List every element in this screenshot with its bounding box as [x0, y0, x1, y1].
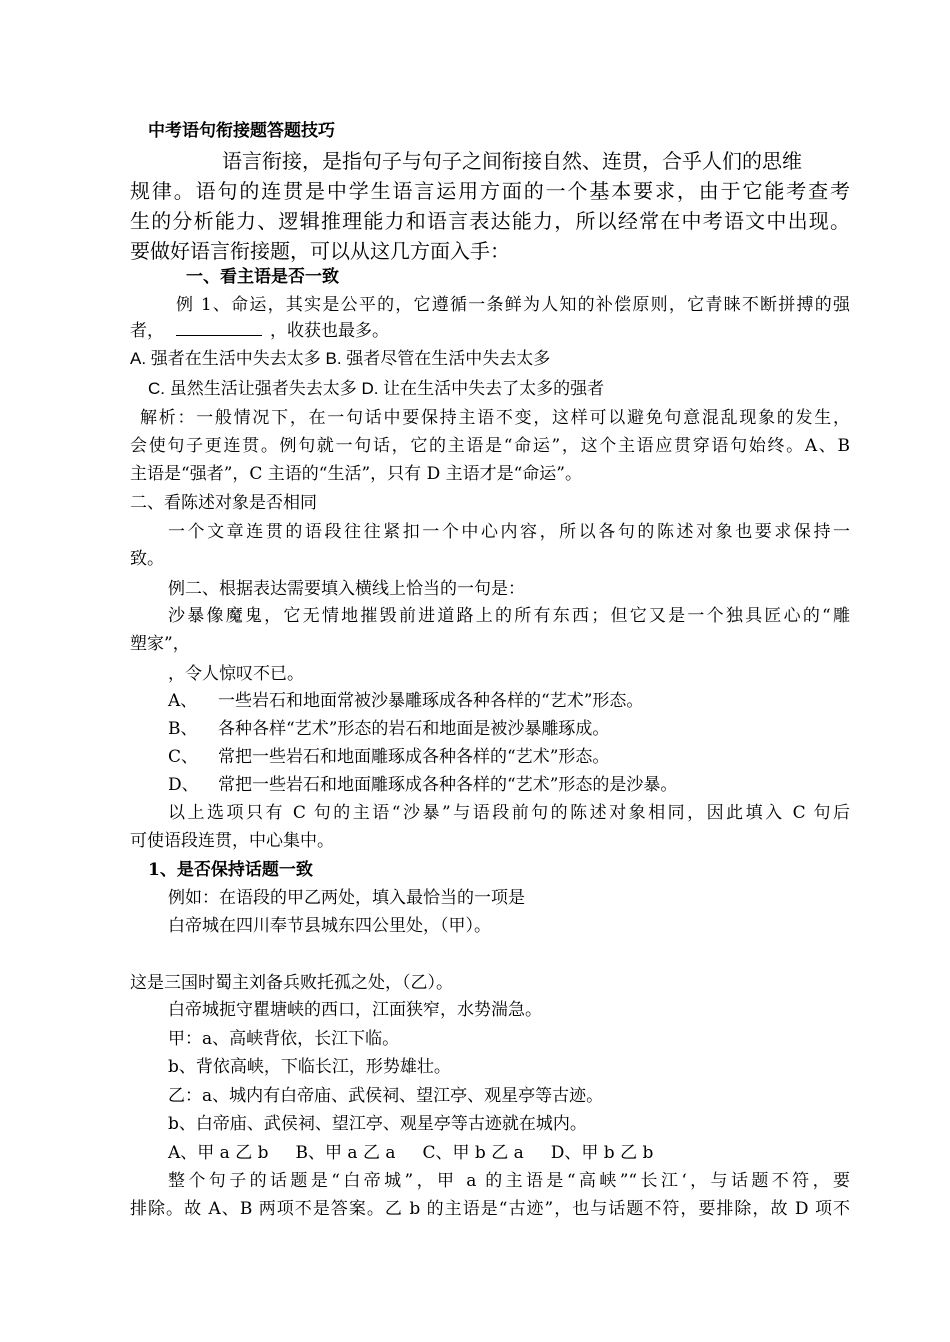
analysis3-line2: 排除。故 A、B 两项不是答案。乙 b 的主语是“古迹”，也与话题不符，要排除，故 D 项不	[130, 1199, 850, 1219]
section3-heading: 1、是否保持话题一致	[148, 860, 313, 880]
example2-intro: 例二、根据表达需要填入横线上恰当的一句是：	[168, 579, 525, 599]
option-ab: A. 强者在生活中失去太多 B. 强者尽管在生活中失去太多	[130, 349, 551, 368]
conclusion-line2: 可使语段连贯，中心集中。	[130, 831, 334, 851]
option-d-text: 常把一些岩石和地面雕琢成各种各样的“艺术”形态的是沙暴。	[218, 775, 678, 795]
jia-option-b: b、背依高峡，下临长江，形势雄壮。	[168, 1057, 451, 1077]
example1-line2-start: 者，	[130, 321, 164, 341]
analysis3-line1: 整个句子的话题是“白帝城”，甲 a 的主语是“高峡”“长江‘，与话题不符，要	[168, 1171, 850, 1191]
example1-line2-end: ，收获也最多。	[270, 321, 389, 341]
section1-heading: 一、看主语是否一致	[186, 267, 339, 287]
example1-line1: 例 1、命运，其实是公平的，它遵循一条鲜为人知的补偿原则，它青睐不断拼搏的强	[176, 295, 850, 315]
page-title: 中考语句衔接题答题技巧	[148, 121, 335, 141]
analysis1-line2: 会使句子更连贯。例句就一句话，它的主语是“命运”，这个主语应贯穿语句始终。A、B	[130, 436, 850, 456]
passage-end: ，令人惊叹不已。	[168, 664, 304, 684]
analysis1-line1: 解析：一般情况下，在一句话中要保持主语不变，这样可以避免句意混乱现象的发生，	[140, 408, 850, 428]
section2-desc-line1: 一个文章连贯的语段往往紧扣一个中心内容，所以各句的陈述对象也要求保持一	[168, 522, 850, 542]
yi-option-b: b、白帝庙、武侯祠、望江亭、观星亭等古迹就在城内。	[168, 1114, 587, 1134]
jia-option-a: 甲：a、高峡背依，长江下临。	[168, 1029, 400, 1049]
analysis1-line3: 主语是“强者”，C 主语的“生活”，只有 D 主语才是“命运”。	[130, 464, 582, 484]
option-a-text: 一些岩石和地面常被沙暴雕琢成各种各样的“艺术”形态。	[218, 691, 644, 711]
option-c	[168, 744, 888, 770]
passage-line1: 沙暴像魔鬼，它无情地摧毁前进道路上的所有东西；但它又是一个独具匠心的“雕	[168, 606, 850, 626]
answer-blank	[176, 320, 262, 336]
option-d-letter: D、	[168, 775, 199, 795]
option-b	[168, 716, 888, 742]
option-c-text: 常把一些岩石和地面雕琢成各种各样的“艺术”形态。	[218, 747, 610, 767]
yi-option-a: 乙：a、城内有白帝庙、武侯祠、望江亭、观星亭等古迹。	[168, 1086, 604, 1106]
answer-choices: A、甲 a 乙 b B、甲 a 乙 a C、甲 b 乙 a D、甲 b 乙 b	[168, 1143, 654, 1163]
intro-line-1: 语言衔接，是指句子与句子之间衔接自然、连贯，合乎人们的思维	[222, 149, 802, 173]
passage3-line2: 这是三国时蜀主刘备兵败托孤之处，（乙）。	[130, 973, 453, 993]
example3-intro: 例如：在语段的甲乙两处，填入最恰当的一项是	[168, 888, 525, 908]
option-b-letter: B、	[168, 719, 198, 739]
intro-line-3: 生的分析能力、逻辑推理能力和语言表达能力，所以经常在中考语文中出现。	[130, 209, 850, 233]
passage3-line1: 白帝城在四川奉节县城东四公里处，（甲）。	[168, 916, 491, 936]
option-d	[168, 772, 888, 798]
option-c-letter: C、	[168, 747, 199, 767]
option-b-text: 各种各样“艺术”形态的岩石和地面是被沙暴雕琢成。	[218, 719, 610, 739]
option-a-letter: A、	[168, 691, 198, 711]
intro-line-4: 要做好语言衔接题，可以从这几方面入手：	[130, 239, 510, 263]
conclusion-line1: 以上选项只有 C 句的主语“沙暴”与语段前句的陈述对象相同，因此填入 C 句后	[168, 803, 850, 823]
option-cd: C. 虽然生活让强者失去太多 D. 让在生活中失去了太多的强者	[148, 379, 605, 398]
passage-line2: 塑家”，	[130, 634, 190, 654]
intro-line-2: 规律。语句的连贯是中学生语言运用方面的一个基本要求，由于它能考查考	[130, 179, 850, 203]
passage3-line3: 白帝城扼守瞿塘峡的西口，江面狭窄，水势湍急。	[168, 1000, 542, 1020]
section2-desc-line2: 致。	[130, 549, 164, 569]
section2-heading: 二、看陈述对象是否相同	[130, 493, 317, 513]
example1-line2	[130, 318, 850, 344]
option-a	[168, 688, 888, 714]
